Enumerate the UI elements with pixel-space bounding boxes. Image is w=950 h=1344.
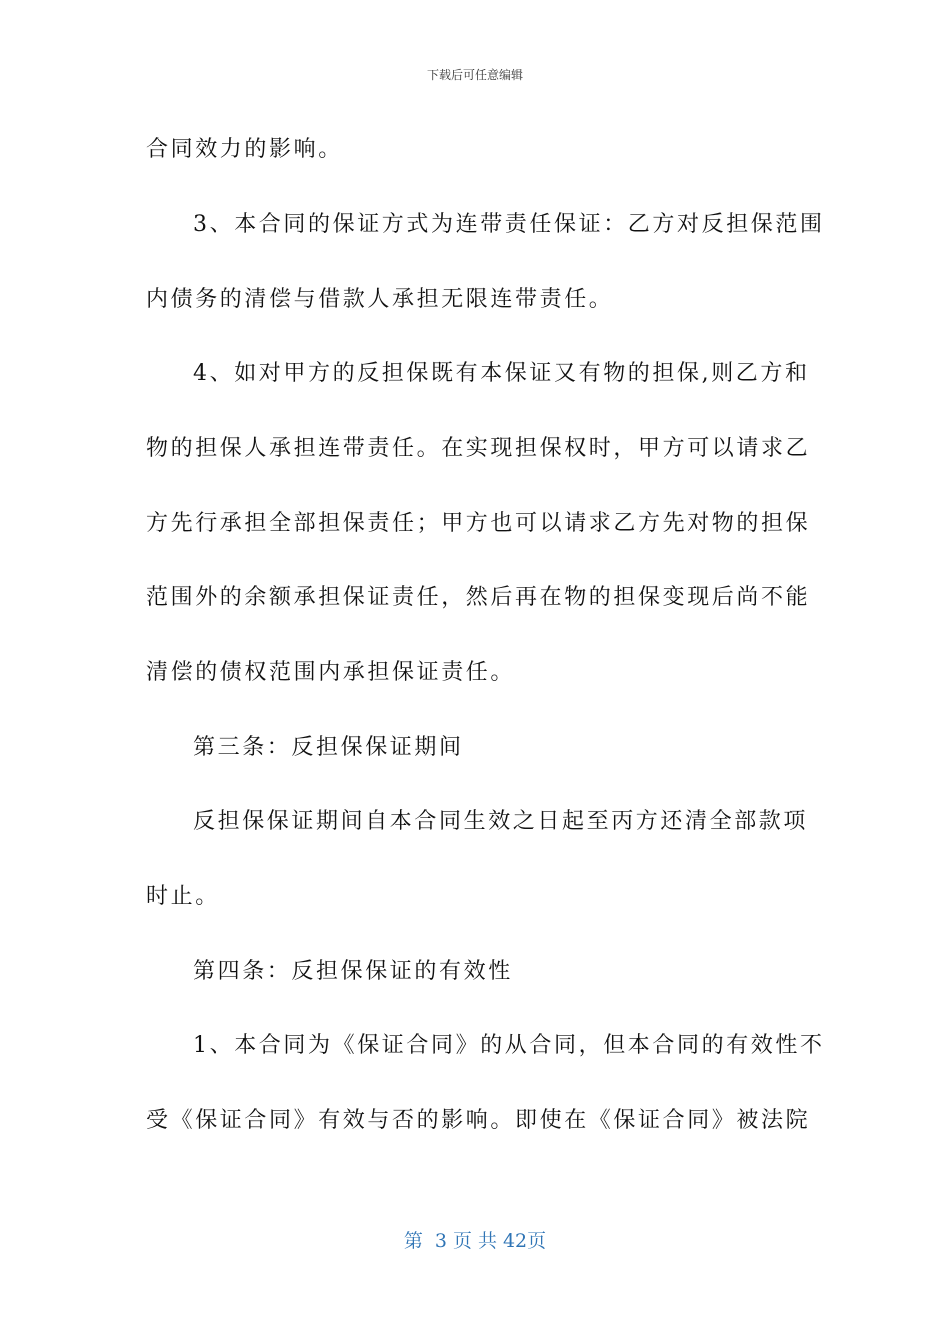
footer-current-page: 3 <box>434 1230 447 1252</box>
paragraph-line: 方先行承担全部担保责任；甲方也可以请求乙方先对物的担保 <box>146 511 811 536</box>
footer-total-label: 共 <box>477 1230 497 1252</box>
section-heading: 第四条：反担保保证的有效性 <box>193 959 513 984</box>
footer-prefix: 第 <box>403 1230 423 1252</box>
paragraph-line: 4、如对甲方的反担保既有本保证又有物的担保,则乙方和 <box>193 361 810 386</box>
paragraph-line: 范围外的余额承担保证责任，然后再在物的担保变现后尚不能 <box>146 585 811 610</box>
page-footer <box>0 1226 950 1253</box>
paragraph-line: 内债务的清偿与借款人承担无限连带责任。 <box>146 287 614 312</box>
footer-page-word: 页 <box>452 1230 472 1252</box>
paragraph-line: 合同效力的影响。 <box>146 137 343 162</box>
section-heading: 第三条：反担保保证期间 <box>193 735 464 760</box>
footer-total-pages: 42页 <box>502 1230 547 1252</box>
header-note: 下载后可任意编辑 <box>426 68 523 82</box>
paragraph-line: 受《保证合同》有效与否的影响。即使在《保证合同》被法院 <box>146 1108 811 1133</box>
paragraph-line: 3、本合同的保证方式为连带责任保证：乙方对反担保范围 <box>193 212 825 237</box>
paragraph-line: 1、本合同为《保证合同》的从合同，但本合同的有效性不 <box>193 1033 825 1058</box>
paragraph-line: 物的担保人承担连带责任。在实现担保权时，甲方可以请求乙 <box>146 436 811 461</box>
paragraph-line: 时止。 <box>146 884 220 909</box>
paragraph-line: 清偿的债权范围内承担保证责任。 <box>146 660 516 685</box>
paragraph-line: 反担保保证期间自本合同生效之日起至丙方还清全部款项 <box>193 809 809 834</box>
